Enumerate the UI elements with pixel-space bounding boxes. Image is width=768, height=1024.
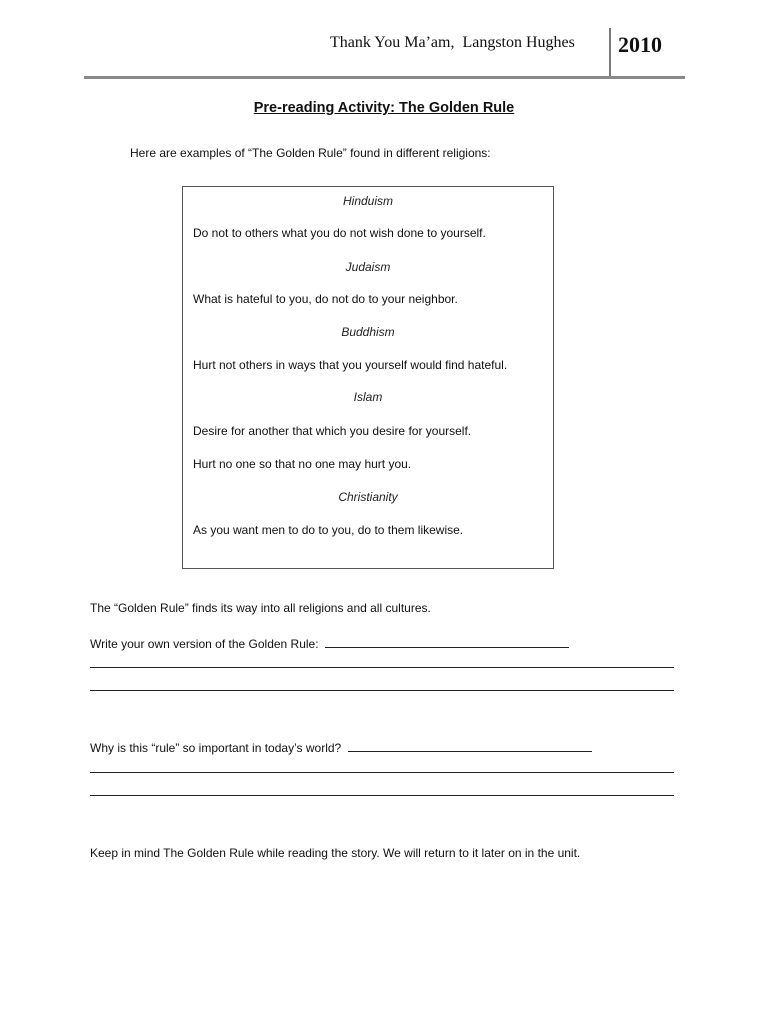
question-2-answer-line[interactable] <box>348 739 592 752</box>
religion-name-hinduism: Hinduism <box>342 194 393 208</box>
religion-name-islam: Islam <box>353 390 383 404</box>
intro-text: Here are examples of “The Golden Rule” found in different religions: <box>130 146 491 160</box>
question-2-answer-line-3[interactable] <box>90 795 674 796</box>
header-divider <box>609 28 611 78</box>
question-2-answer-line-2[interactable] <box>90 772 674 773</box>
religion-name-buddhism: Buddhism <box>341 325 395 339</box>
quote-islam-2: Hurt no one so that no one may hurt you. <box>193 457 412 471</box>
activity-title: Pre-reading Activity: The Golden Rule <box>253 100 515 116</box>
question-2 <box>90 739 592 755</box>
religion-name-judaism: Judaism <box>345 260 391 274</box>
question-1-answer-line[interactable] <box>325 635 569 648</box>
question-2-prompt: Why is this “rule” so important in today’s world? <box>90 741 342 755</box>
header-rule <box>84 76 685 79</box>
golden-rule-box <box>182 186 554 569</box>
header-title: Thank You Ma’am, Langston Hughes <box>330 34 575 51</box>
question-1-answer-line-3[interactable] <box>90 690 674 691</box>
question-1-answer-line-2[interactable] <box>90 667 674 668</box>
header-year: 2010 <box>618 32 662 57</box>
religion-name-christianity: Christianity <box>338 490 398 504</box>
quote-hinduism: Do not to others what you do not wish done to yourself. <box>193 226 486 240</box>
quote-islam-1: Desire for another that which you desire for yourself. <box>193 424 472 438</box>
closing-text: Keep in mind The Golden Rule while reading the story. We will return to it later on in the unit. <box>90 846 581 860</box>
quote-judaism: What is hateful to you, do not do to your neighbor. <box>193 292 458 306</box>
question-1 <box>90 635 569 651</box>
statement-text: The “Golden Rule” finds its way into all religions and all cultures. <box>90 601 431 615</box>
question-1-prompt: Write your own version of the Golden Rule: <box>90 637 319 651</box>
quote-christianity: As you want men to do to you, do to them likewise. <box>193 523 464 537</box>
quote-buddhism: Hurt not others in ways that you yourself would find hateful. <box>193 358 508 372</box>
